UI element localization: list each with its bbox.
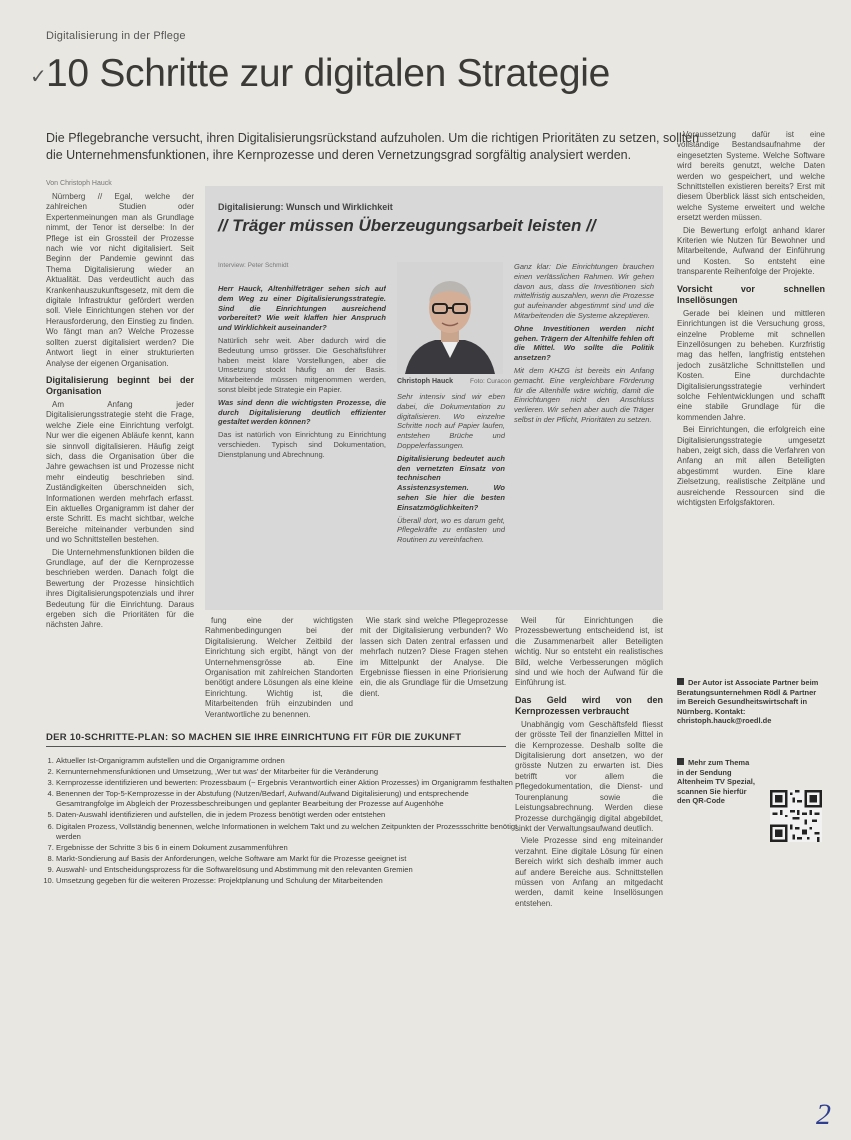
plan-step: 2. Kernunternehmensfunktionen und Umsetzung, ‚Wer tut was' der Mitarbeiter für die Veränderung [56, 767, 518, 777]
subheading: Das Geld wird von den Kernprozessen verbraucht [515, 694, 663, 716]
square-bullet-icon [677, 678, 684, 685]
paragraph: Wie stark sind welche Pflegeprozesse mit der Digitalisierung verbunden? Wo lassen sich Daten zentral erfassen und mehrfach nutzen? Diese Fragen stehen im Mittelpunkt der Analyse. Die Ergebnisse fliessen in eine Priorisierung ein, die als Grundlage für die Umsetzung dient. [360, 616, 508, 698]
interview-title: // Träger müssen Überzeugungsarbeit leisten // [218, 216, 596, 235]
portrait-illustration [397, 262, 503, 374]
interview-answer: Natürlich sehr weit. Aber dadurch wird die Bedeutung umso grösser. Die Geschäftsführer haben meist klare Vorstellungen, aber die Umsetzung stockt häufig an der Basis. Mitarbeitende müssen mitgenommen werden, sonst bleibt jede Strategie ein Papier. [218, 335, 386, 394]
plan-step: 8. Markt-Sondierung auf Basis der Anforderungen, welche Software am Markt für die Prozesse geeignet ist [56, 854, 518, 864]
article-title: 10 Schritte zur digitalen Strategie [46, 52, 610, 95]
paragraph: Unabhängig vom Geschäftsfeld fliesst der grösste Teil der finanziellen Mittel in die Kernprozesse. Deshalb sollte die Digitalisierung dort ansetzen, wo der grösste Nutzen zu erwarten ist. Dies betrifft vor allem die Pflegedokumentation, die Dienst- und Tourenplanung sowie die Leistungsabrechnung. Werden diese Prozesse durchgängig digital abgebildet, sinkt der Verwaltungsaufwand deutlich. [515, 719, 663, 833]
handwritten-page-number: 2 [816, 1098, 831, 1131]
paragraph: Gerade bei kleinen und mittleren Einrichtungen ist die Versuchung gross, einzelne Probleme mit schnellen Einzellösungen zu beheben. Kurzfristig mag das helfen, langfristig entstehen jedoch zusätzliche Schnittstellen und Kosten. Eine durchdachte Digitalisierungsstrategie verhindert solche Fehlentwicklungen und schafft eine stabile Grundlage für die kommenden Jahre. [677, 308, 825, 422]
interview-answer: Das ist natürlich von Einrichtung zu Einrichtung verschieden. Typisch sind Dokumentation, Dienstplanung und Abrechnung. [218, 430, 386, 459]
interview-column-1 [218, 284, 386, 606]
interview-byline: Interview: Peter Schmidt [218, 262, 289, 269]
interview-question: Herr Hauck, Altenhilfeträger sehen sich auf dem Weg zu einer Digitalisierungsstrategie. Sind die Einrichtungen ausreichend vorbereitet? Wie weit klaffen hier Anspruch und Wirklichkeit auseinander? [218, 284, 386, 333]
paragraph: Nürnberg // Egal, welche der zahlreichen Studien oder Expertenmeinungen man als Grundlage nimmt, der Tenor ist derselbe: In der Pflege ist ein Grossteil der Prozesse nach wie vor nicht digitalisiert. Seit Beginn der Pandemie gewinnt das Thema Digitalisierung wieder an Aktualität. Das verdeutlicht auch das Krankenhauszukunftsgesetz, mit dem die digitale Infrastruktur gefördert werden soll. Viele Einrichtungen stehen vor der Herausforderung, den Einstieg zu finden. Wo fängt man an? Welche Prozesse sollten zuerst digitalisiert werden? Die Antwort liegt in einer strukturierten Analyse der eigenen Organisation. [46, 192, 194, 368]
plan-step: 6. Digitalen Prozess, Vollständig benennen, welche Informationen in welchem Takt und zu welchen Zeitpunkten der Prozessschritte benötigt werden [56, 822, 518, 842]
section-kicker: Digitalisierung in der Pflege [46, 30, 186, 42]
author-note [677, 678, 825, 726]
qr-note-text: Mehr zum Thema in der Sendung Altenheim TV Spezial, scannen Sie hierfür den QR-Code [677, 758, 755, 806]
plan-step: 9. Auswahl- und Entscheidungsprozess für die Softwarelösung und Abstimmung mit den relevanten Gremien [56, 865, 518, 875]
plan-step: 1. Aktueller Ist-Organigramm aufstellen und die Organigramme ordnen [56, 756, 518, 766]
paragraph: Bei Einrichtungen, die erfolgreich eine Digitalisierungsstrategie umgesetzt haben, zeigt sich, dass die Verfahren von Anfang an mit allen Beteiligten abgestimmt wurden. Eine klare Zielsetzung, realistische Zeitpläne und ausreichende Ressourcen sind die wichtigsten Erfolgsfaktoren. [677, 425, 825, 507]
interview-question: Ohne Investitionen werden nicht gehen. Trägern der Altenhilfe fehlen oft die Mittel. Wo sollte die Politik ansetzen? [514, 323, 654, 363]
interview-question: Digitalisierung bedeutet auch den vernetzten Einsatz von technischen Assistenzsystemen. Wo sehen Sie hier die besten Einsatzmöglichkeiten? [397, 453, 505, 512]
subheading: Digitalisierung beginnt bei der Organisation [46, 374, 194, 396]
divider [46, 746, 506, 747]
plan-step: 5. Daten-Auswahl identifizieren und aufstellen, die in jedem Prozess benötigt werden oder entstehen [56, 810, 518, 820]
paragraph: Am Anfang jeder Digitalisierungsstrategie steht die Frage, welche Ziele eine Einrichtung verfolgt. Nur wer die eigenen Abläufe kennt, kann sie sinnvoll digitalisieren. Häufig zeigt sich, dass die Organisation über die Jahre gewachsen ist und Prozesse nicht mehr eindeutig beschrieben sind. Zuständigkeiten überschneiden sich, Informationen werden mehrfach erfasst. Ein aktuelles Organigramm ist daher der erste Schritt. Es macht sichtbar, welche Bereiche miteinander verbunden sind und wo Schnittstellen bestehen. [46, 399, 194, 545]
photo-credit: Foto: Curacon [470, 378, 512, 385]
qr-code-icon[interactable] [770, 790, 822, 842]
interview-answer: Sehr intensiv sind wir eben dabei, die Dokumentation zu digitalisieren. Wo einzelne Schritte noch auf Papier laufen, entstehen Brüche und Doppelerfassungen. [397, 392, 505, 450]
plan-step: 4. Benennen der Top-5-Kernprozesse in der Abstufung (Nutzen/Bedarf, Aufwand/Aufwand Digitalisierung) und entsprechende Gesamtrangfolge im Abgleich der Prozessbeschreibungen und geplanter Bearbeitung der Prozesse auf Augenhöhe [56, 789, 518, 809]
column-5 [677, 130, 825, 670]
plan-step: 7. Ergebnisse der Schritte 3 bis 6 in einem Dokument zusammenführen [56, 843, 518, 853]
paragraph: Viele Prozesse sind eng miteinander verzahnt. Eine digitale Lösung für einen Bereich wirkt sich deshalb immer auch auf andere Bereiche aus. Schnittstellen müssen von Anfang an mitgedacht werden, damit keine Insellösungen entstehen. [515, 836, 663, 908]
interview-question: Was sind denn die wichtigsten Prozesse, die durch Digitalisierung deutlich effizienter gestaltet werden können? [218, 397, 386, 427]
paragraph: fung eine der wichtigsten Rahmenbedingungen bei der Digitalisierung. Welcher Zeitbild der Einrichtung sich ergibt, hängt von der Unternehmensgrösse ab. Eine Organisation mit zahlreichen Standorten benötigt andere Lösungen als eine kleine Einrichtung. Wichtig ist, die Mitarbeitenden früh einzubinden und Verantwortliche zu benennen. [205, 616, 353, 719]
photo-caption-name: Christoph Hauck [397, 378, 454, 385]
qr-note [677, 758, 757, 806]
interview-kicker: Digitalisierung: Wunsch und Wirklichkeit [218, 202, 393, 212]
paragraph: Die Unternehmensfunktionen bilden die Grundlage, auf der die Kernprozesse beschrieben werden. Danach folgt die Bewertung der Prozesse hinsichtlich ihres Digitalisierungspotenzials und ihrer Bedeutung für die Einrichtung. Daraus ergeben sich die Prioritäten für die nächsten Jahre. [46, 547, 194, 630]
column-1 [46, 192, 194, 724]
plan-step: 3. Kernprozesse identifizieren und bewerten: Prozessbaum (~ Ergebnis Verantwortlich einer Aktion Prozesses) im Organigramm festhalten [56, 778, 518, 788]
author-text: Der Autor ist Associate Partner beim Beratungsunternehmen Rödl & Partner im Bereich Gesundheitswirtschaft in Nürnberg. Kontakt: christoph.hauck@roedl.de [677, 678, 819, 726]
column-3 [360, 616, 508, 722]
interview-answer: Mit dem KHZG ist bereits ein Anfang gemacht. Eine vergleichbare Förderung für die Altenhilfe wäre wichtig, damit die Einrichtungen nicht den Anschluss verlieren. Wir sehen aber auch die Träger selbst in der Pflicht, Prioritäten zu setzen. [514, 365, 654, 424]
ten-step-plan [46, 756, 518, 887]
paragraph: Voraussetzung dafür ist eine vollständige Bestandsaufnahme der eingesetzten Systeme. Welche Software wird bereits genutzt, welche Daten werden wo gespeichert, und welche Schnittstellen existieren bereits? Erst mit diesem Überblick lässt sich entscheiden, welche Systeme erweitert und welche ersetzt werden müssen. [677, 130, 825, 223]
interview-answer: Überall dort, wo es darum geht, Pflegekräfte zu entlasten und Routinen zu vereinfachen. [397, 515, 505, 545]
column-4 [515, 616, 663, 1072]
handwritten-mark: ✓ [30, 66, 47, 88]
column-2 [205, 616, 353, 722]
interview-column-3 [514, 262, 654, 606]
plan-title: DER 10-SCHRITTE-PLAN: SO MACHEN SIE IHRE EINRICHTUNG FIT FÜR DIE ZUKUNFT [46, 732, 462, 743]
square-bullet-icon [677, 758, 684, 765]
paragraph: Die Bewertung erfolgt anhand klarer Kriterien wie Nutzen für Bewohner und Mitarbeitende, Aufwand der Einführung und Kosten. So entsteht eine transparente Reihenfolge der Projekte. [677, 225, 825, 277]
interview-column-2 [397, 392, 505, 606]
plan-step: 10. Umsetzung gegeben für die weiteren Prozesse: Projektplanung und Schulung der Mitarbeitenden [56, 876, 518, 886]
subheading: Vorsicht vor schnellen Insellösungen [677, 283, 825, 305]
article-lead: Die Pflegebranche versucht, ihren Digitalisierungsrückstand aufzuholen. Um die richtigen Prioritäten zu setzen, sollten die Unternehmensfunktionen, ihre Kernprozesse und deren Vernetzungsgrad sorgfältig analysiert werden. [46, 131, 700, 162]
paragraph: Weil für Einrichtungen die Prozessbewertung entscheidend ist, ist die Zusammenarbeit aller Beteiligten wichtig. Nur so entsteht ein realistisches Bild, welche Verbesserungen möglich sind und wie hoch der Aufwand für die Einführung ist. [515, 616, 663, 688]
article-byline: Von Christoph Hauck [46, 180, 112, 187]
interview-answer: Ganz klar: Die Einrichtungen brauchen einen verlässlichen Rahmen. Wir gehen davon aus, dass die Investitionen sich mittelfristig auszahlen, wenn die Prozesse gut aufeinander abgestimmt sind und die Mitarbeitenden die Systeme akzeptieren. [514, 262, 654, 320]
portrait-photo [397, 262, 503, 374]
